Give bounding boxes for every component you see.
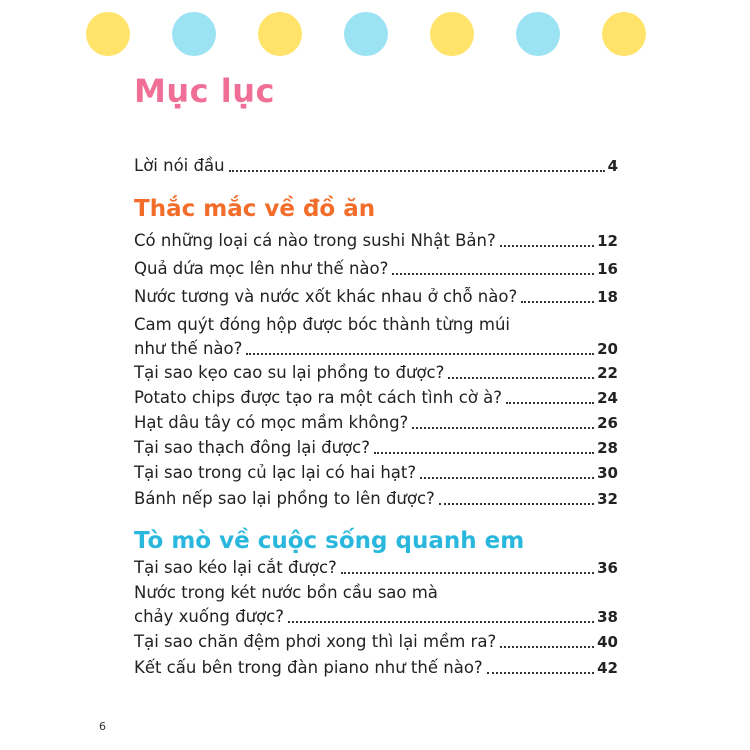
dot-leader [439,503,594,505]
blue-dot [172,12,216,56]
toc-entry-page: 12 [597,232,618,250]
dot-leader [412,427,594,429]
toc-entry [134,386,618,410]
toc-entry [134,257,618,281]
dot-leader [229,170,605,172]
toc-entry-page: 22 [597,364,618,382]
dot-leader [392,273,594,275]
toc-entry-title: Tại sao chăn đệm phơi xong thì lại mềm ra? [134,632,497,651]
toc-entry [134,229,618,253]
dot-leader [500,245,594,247]
toc-entry-preface [134,154,618,178]
dot-leader [420,477,594,479]
toc-entry-first-line [134,313,618,337]
section-title-food: Thắc mắc về đồ ăn [134,196,376,222]
toc-entry-title: như thế nào? [134,339,243,358]
toc-entry [134,436,618,460]
toc-entry-page: 26 [597,414,618,432]
toc-entry-page: 4 [607,157,618,175]
toc-entry-title: Potato chips được tạo ra một cách tình cờ à? [134,388,503,407]
toc-entry-page: 18 [597,288,618,306]
toc-entry-title-line1: Nước trong két nước bồn cầu sao mà [134,583,438,602]
yellow-dot [602,12,646,56]
toc-entry-page: 24 [597,389,618,407]
toc-entry-title: Lời nói đầu [134,156,225,175]
yellow-dot [86,12,130,56]
toc-entry-page: 30 [597,464,618,482]
dot-leader [288,621,594,623]
yellow-dot [430,12,474,56]
toc-entry-title: Kết cấu bên trong đàn piano như thế nào? [134,658,483,677]
toc-entry [134,285,618,309]
toc-entry-page: 40 [597,633,618,651]
toc-entry-title: Bánh nếp sao lại phồng to lên được? [134,489,435,508]
toc-entry-title: Tại sao kéo lại cắt được? [134,558,337,577]
blue-dot [344,12,388,56]
toc-entry-page: 42 [597,659,618,677]
toc-entry [134,487,618,511]
page-title: Mục lục [134,72,275,110]
toc-entry-page: 38 [597,608,618,626]
toc-entry [134,411,618,435]
toc-entry [134,361,618,385]
toc-entry-title-line1: Cam quýt đóng hộp được bóc thành từng múi [134,315,511,334]
toc-entry-title: Hạt dâu tây có mọc mầm không? [134,413,409,432]
toc-entry-page: 36 [597,559,618,577]
toc-entry [134,630,618,654]
dot-leader [506,402,594,404]
toc-entry-title: Tại sao trong củ lạc lại có hai hạt? [134,463,417,482]
toc-entry-page: 20 [597,340,618,358]
toc-entry-title: Quả dứa mọc lên như thế nào? [134,259,389,278]
toc-entry-title: chảy xuống được? [134,607,284,626]
toc-entry-title: Tại sao kẹo cao su lại phồng to được? [134,363,445,382]
toc-entry [134,656,618,680]
dot-leader [448,377,594,379]
dot-leader [341,572,594,574]
dot-leader [374,452,594,454]
toc-entry-title: Có những loại cá nào trong sushi Nhật Bản? [134,231,496,250]
toc-entry [134,556,618,580]
dot-leader [500,646,594,648]
toc-entry-page: 16 [597,260,618,278]
page-number: 6 [99,720,106,733]
section-title-daily-life: Tò mò về cuộc sống quanh em [134,528,525,554]
toc-entry [134,461,618,485]
toc-entry-title: Tại sao thạch đông lại được? [134,438,371,457]
blue-dot [516,12,560,56]
toc-entry [134,337,618,361]
toc-entry-title: Nước tương và nước xốt khác nhau ở chỗ nào? [134,287,518,306]
toc-entry-first-line [134,581,618,605]
dot-leader [246,353,594,355]
yellow-dot [258,12,302,56]
dot-leader [487,672,594,674]
decorative-dots-row [86,12,646,58]
toc-entry-page: 28 [597,439,618,457]
toc-entry [134,605,618,629]
toc-entry-page: 32 [597,490,618,508]
dot-leader [521,301,594,303]
